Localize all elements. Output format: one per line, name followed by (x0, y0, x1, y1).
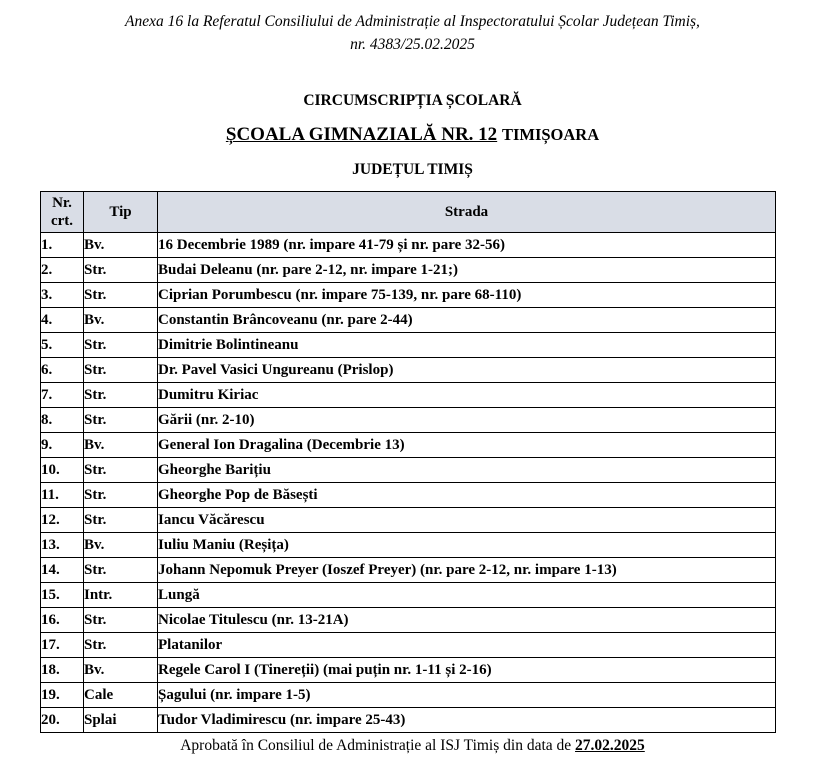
row-tip-cell: Str. (84, 483, 158, 508)
row-strada-cell: Gheorghe Barițiu (158, 458, 776, 483)
row-tip-cell: Str. (84, 408, 158, 433)
table-row (41, 308, 776, 333)
row-nr-cell: 6. (41, 358, 84, 383)
approval-text: Aprobată în Consiliul de Administrație al ISJ Timiș din data de (180, 737, 572, 754)
annex-reference-line-2: nr. 4383/25.02.2025 (350, 36, 475, 53)
table-row (41, 333, 776, 358)
row-nr-cell: 7. (41, 383, 84, 408)
row-nr-cell: 5. (41, 333, 84, 358)
row-nr-cell: 18. (41, 658, 84, 683)
table-row (41, 408, 776, 433)
row-tip-cell: Str. (84, 458, 158, 483)
row-tip-cell: Str. (84, 558, 158, 583)
row-tip-cell: Str. (84, 383, 158, 408)
row-tip-cell: Bv. (84, 233, 158, 258)
row-strada-cell: Budai Deleanu (nr. pare 2-12, nr. impare 1-21;) (158, 258, 776, 283)
row-tip-cell: Bv. (84, 658, 158, 683)
table-row (41, 608, 776, 633)
table-row (41, 558, 776, 583)
table-row (41, 283, 776, 308)
row-tip-cell: Bv. (84, 308, 158, 333)
row-strada-cell: Constantin Brâncoveanu (nr. pare 2-44) (158, 308, 776, 333)
streets-table (40, 191, 776, 733)
row-strada-cell: 16 Decembrie 1989 (nr. impare 41-79 și nr. pare 32-56) (158, 233, 776, 258)
row-nr-cell: 14. (41, 558, 84, 583)
table-row (41, 658, 776, 683)
approval-date: 27.02.2025 (575, 737, 645, 754)
row-strada-cell: Platanilor (158, 633, 776, 658)
table-header-row (41, 192, 776, 233)
row-nr-cell: 3. (41, 283, 84, 308)
table-row (41, 533, 776, 558)
row-nr-cell: 15. (41, 583, 84, 608)
row-strada-cell: Gheorghe Pop de Băsești (158, 483, 776, 508)
row-tip-cell: Bv. (84, 433, 158, 458)
circumscription-heading: CIRCUMSCRIPȚIA ȘCOLARĂ (303, 92, 522, 109)
row-nr-cell: 10. (41, 458, 84, 483)
row-strada-cell: Dimitrie Bolintineanu (158, 333, 776, 358)
row-strada-cell: Iuliu Maniu (Reșița) (158, 533, 776, 558)
table-row (41, 683, 776, 708)
row-nr-cell: 9. (41, 433, 84, 458)
table-row (41, 433, 776, 458)
row-nr-cell: 16. (41, 608, 84, 633)
row-nr-cell: 8. (41, 408, 84, 433)
row-tip-cell: Str. (84, 283, 158, 308)
annex-reference-line-1: Anexa 16 la Referatul Consiliului de Administrație al Inspectoratului Școlar Județean Timiș, (125, 13, 700, 30)
row-tip-cell: Intr. (84, 583, 158, 608)
row-tip-cell: Str. (84, 508, 158, 533)
table-row (41, 233, 776, 258)
row-strada-cell: Iancu Văcărescu (158, 508, 776, 533)
row-strada-cell: Dr. Pavel Vasici Ungureanu (Prislop) (158, 358, 776, 383)
table-row (41, 508, 776, 533)
row-nr-cell: 19. (41, 683, 84, 708)
row-nr-cell: 12. (41, 508, 84, 533)
approval-note (0, 737, 825, 755)
row-nr-cell: 17. (41, 633, 84, 658)
table-row (41, 633, 776, 658)
row-strada-cell: Gării (nr. 2-10) (158, 408, 776, 433)
row-tip-cell: Bv. (84, 533, 158, 558)
row-strada-cell: Johann Nepomuk Preyer (Ioszef Preyer) (nr. pare 2-12, nr. impare 1-13) (158, 558, 776, 583)
row-tip-cell: Str. (84, 608, 158, 633)
school-heading (0, 124, 825, 146)
row-nr-cell: 4. (41, 308, 84, 333)
row-nr-cell: 13. (41, 533, 84, 558)
table-row (41, 483, 776, 508)
table-row (41, 708, 776, 733)
row-strada-cell: Tudor Vladimirescu (nr. impare 25-43) (158, 708, 776, 733)
row-tip-cell: Str. (84, 258, 158, 283)
table-row (41, 258, 776, 283)
table-row (41, 458, 776, 483)
row-strada-cell: General Ion Dragalina (Decembrie 13) (158, 433, 776, 458)
header-strada: Strada (158, 192, 776, 233)
header-nr-crt: Nr. crt. (41, 192, 84, 233)
row-strada-cell: Regele Carol I (Tinereții) (mai puțin nr. 1-11 și 2-16) (158, 658, 776, 683)
row-nr-cell: 2. (41, 258, 84, 283)
row-strada-cell: Dumitru Kiriac (158, 383, 776, 408)
row-tip-cell: Str. (84, 358, 158, 383)
county-heading: JUDEȚUL TIMIȘ (352, 161, 473, 178)
row-nr-cell: 1. (41, 233, 84, 258)
row-nr-cell: 11. (41, 483, 84, 508)
table-row (41, 383, 776, 408)
table-row (41, 358, 776, 383)
row-tip-cell: Splai (84, 708, 158, 733)
row-strada-cell: Lungă (158, 583, 776, 608)
row-strada-cell: Șagului (nr. impare 1-5) (158, 683, 776, 708)
school-city: TIMIȘOARA (501, 125, 600, 144)
row-nr-cell: 20. (41, 708, 84, 733)
row-tip-cell: Cale (84, 683, 158, 708)
row-tip-cell: Str. (84, 633, 158, 658)
header-tip: Tip (84, 192, 158, 233)
row-tip-cell: Str. (84, 333, 158, 358)
table-row (41, 583, 776, 608)
school-name: ȘCOALA GIMNAZIALĂ NR. 12 (225, 124, 498, 145)
table-body (41, 233, 776, 733)
row-strada-cell: Nicolae Titulescu (nr. 13-21A) (158, 608, 776, 633)
row-strada-cell: Ciprian Porumbescu (nr. impare 75-139, nr. pare 68-110) (158, 283, 776, 308)
